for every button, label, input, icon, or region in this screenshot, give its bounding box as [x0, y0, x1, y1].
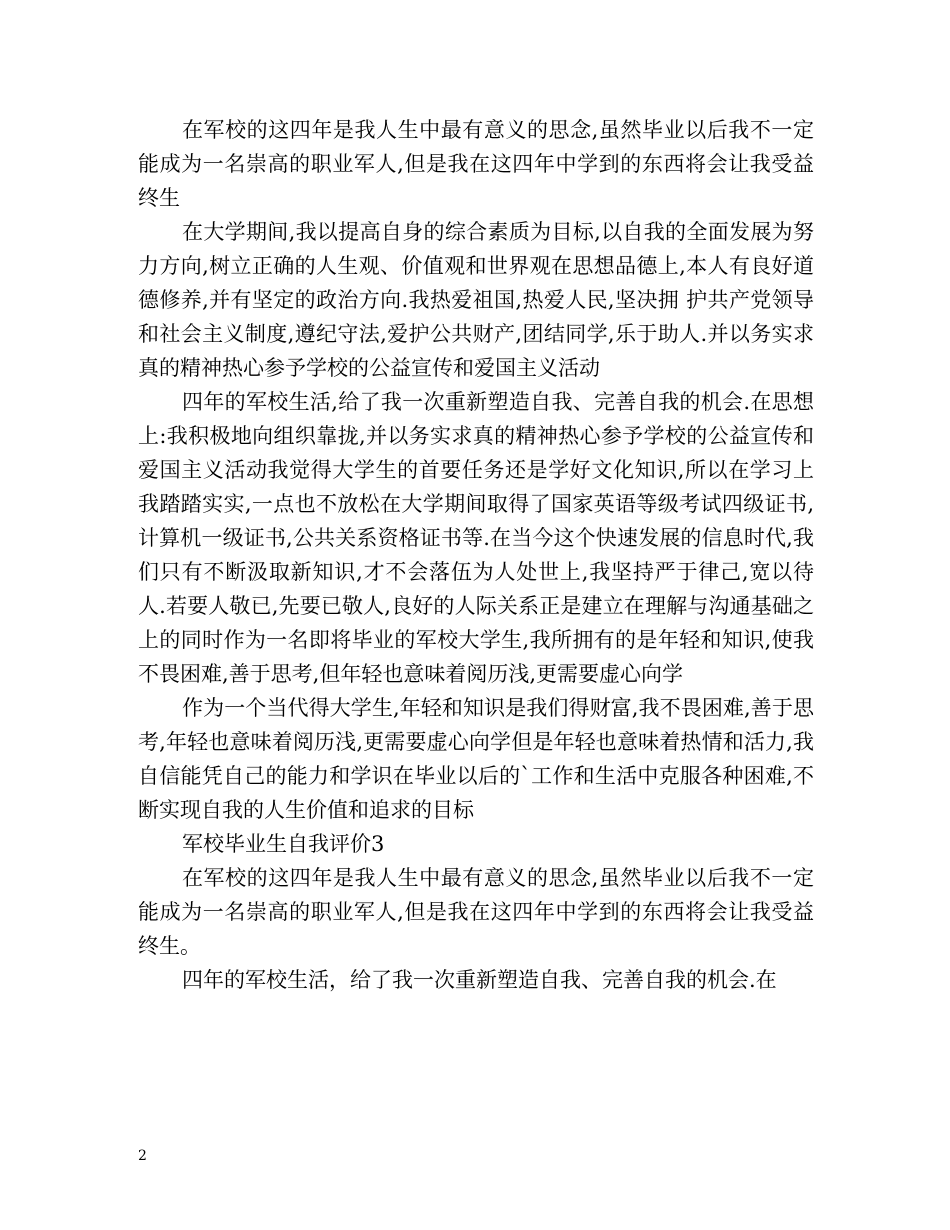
section-heading: 军校毕业生自我评价3 [182, 832, 385, 856]
document-page [138, 113, 814, 997]
paragraph-2: 在大学期间,我以提高自身的综合素质为目标,以自我的全面发展为努力方向,树立正确的人生观、价值观和世界观在思想品德上,本人有良好道德修养,并有坚定的政治方向.我热爱祖国,热爱人民,坚决拥 护共产党领导和社会主义制度,遵纪守法,爱护公共财产,团结同学,乐于助人.并以务实求真的精神热心参予学校的公益宣传和爱国主义活动 [138, 220, 814, 380]
page-number: 2 [138, 1148, 147, 1164]
paragraph-6: 在军校的这四年是我人生中最有意义的思念,虽然毕业以后我不一定能成为一名崇高的职业军人,但是我在这四年中学到的东西将会让我受益终生。 [138, 866, 814, 958]
paragraph-1: 在军校的这四年是我人生中最有意义的思念,虽然毕业以后我不一定能成为一名崇高的职业军人,但是我在这四年中学到的东西将会让我受益终生 [138, 118, 814, 210]
paragraph-7: 四年的军校生活，给了我一次重新塑造自我、完善自我的机会.在 [182, 968, 777, 992]
paragraph-3: 四年的军校生活,给了我一次重新塑造自我、完善自我的机会.在思想上:我积极地向组织靠拢,并以务实求真的精神热心参予学校的公益宣传和爱国主义活动我觉得大学生的首要任务还是学好文化知识,所以在学习上我踏踏实实,一点也不放松在大学期间取得了国家英语等级考试四级证书,计算机一级证书,公共关系资格证书等.在当今这个快速发展的信息时代,我们只有不断汲取新知识,才不会落伍为人处世上,我坚持严于律己,宽以待人.若要人敬已,先要已敬人,良好的人际关系正是建立在理解与沟通基础之上的同时作为一名即将毕业的军校大学生,我所拥有的是年轻和知识,使我不畏困难,善于思考,但年轻也意味着阅历浅,更需要虚心向学 [138, 390, 814, 686]
paragraph-4: 作为一个当代得大学生,年轻和知识是我们得财富,我不畏困难,善于思考,年轻也意味着阅历浅,更需要虚心向学但是年轻也意味着热情和活力,我自信能凭自己的能力和学识在毕业以后的`工作和生活中克服各种困难,不断实现自我的人生价值和追求的目标 [138, 696, 814, 822]
